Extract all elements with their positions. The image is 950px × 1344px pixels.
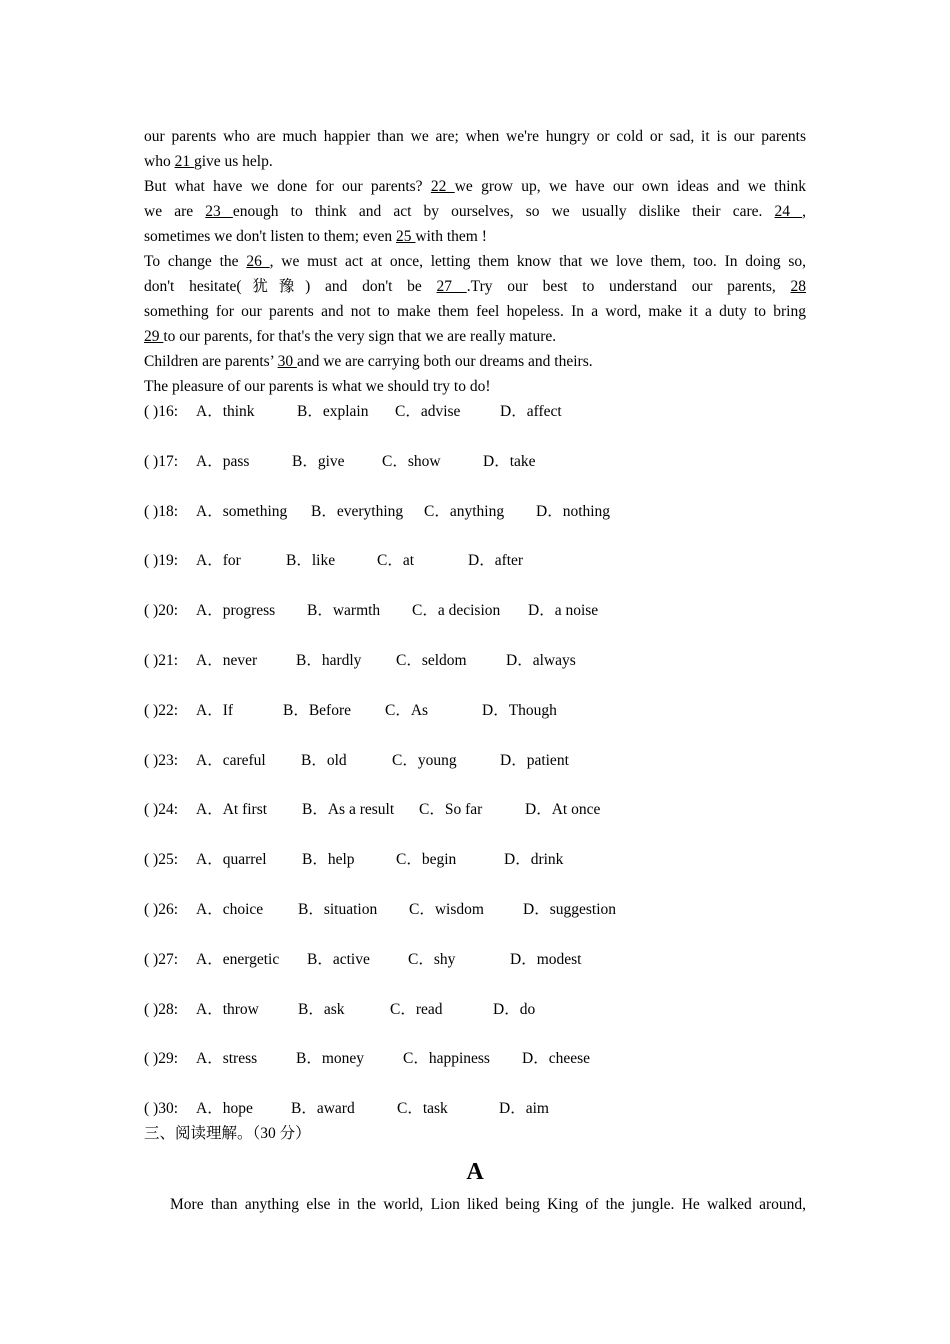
passage-line: 29 to our parents, for that's the very sign that we are really mature. (144, 328, 557, 345)
passage-heading: A (466, 1159, 484, 1186)
option-d[interactable]: D．always (506, 651, 576, 669)
blank-26[interactable]: 26 (246, 253, 270, 270)
row-spacer (144, 723, 806, 748)
option-b[interactable]: B．active (307, 950, 370, 968)
option-c[interactable]: C．advise (395, 403, 461, 420)
row-spacer (144, 673, 806, 698)
question-row (144, 499, 806, 524)
option-d[interactable]: D．At once (525, 801, 601, 819)
option-d[interactable]: D．nothing (536, 502, 611, 520)
option-d[interactable]: D．aim (499, 1100, 549, 1118)
question-row (144, 548, 806, 573)
row-spacer (144, 773, 806, 798)
question-number: ( )23: (144, 751, 179, 769)
option-c[interactable]: C．seldom (396, 651, 467, 669)
question-number: ( )18: (144, 502, 179, 520)
option-c[interactable]: C．read (390, 1000, 443, 1018)
question-number: ( )27: (144, 950, 179, 968)
question-row (144, 1096, 806, 1121)
passage-line: But what have we done for our parents? 22 we grow up, we have our own ideas and we think (144, 178, 806, 195)
section-title: 三、阅读理解。（30 分） (144, 1125, 311, 1143)
option-b[interactable]: B．explain (297, 403, 369, 420)
option-d[interactable]: D．do (493, 1000, 536, 1018)
passage-line: don't hesitate(犹豫) and don't be 27 .Try our best to understand our parents, 28 (144, 278, 807, 295)
row-spacer (144, 922, 806, 947)
row-spacer (144, 1022, 806, 1047)
option-a[interactable]: A．At first (196, 801, 268, 819)
passage-line: To change the 26 , we must act at once, letting them know that we love them, too. In doing so, (144, 253, 807, 270)
option-c[interactable]: C．show (382, 452, 441, 470)
option-a[interactable]: A．throw (196, 1000, 259, 1018)
row-spacer (144, 524, 806, 549)
question-number: ( )30: (144, 1100, 179, 1118)
option-c[interactable]: C．happiness (403, 1050, 490, 1068)
question-number: ( )29: (144, 1050, 179, 1068)
question-number: ( )28: (144, 1000, 179, 1018)
option-a[interactable]: A．careful (196, 751, 266, 769)
blank-22[interactable]: 22 (430, 178, 455, 195)
question-row (144, 1046, 806, 1071)
passage-line: something for our parents and not to make them feel hopeless. In a word, make it a duty to bring (144, 303, 806, 320)
option-c[interactable]: C．at (377, 552, 415, 570)
row-spacer (144, 573, 806, 598)
question-number: ( )21: (144, 651, 179, 669)
question-number: ( )17: (144, 452, 179, 470)
blank-30[interactable]: 30 (277, 353, 297, 370)
option-a[interactable]: A．for (196, 552, 241, 570)
question-row (144, 399, 806, 424)
question-row (144, 847, 806, 872)
option-b[interactable]: B．As a result (302, 801, 395, 819)
question-row (144, 897, 806, 922)
row-spacer (144, 822, 806, 847)
question-row (144, 748, 806, 773)
option-d[interactable]: D．take (483, 452, 536, 470)
option-b[interactable]: B．give (292, 452, 345, 470)
option-b[interactable]: B．everything (311, 502, 404, 520)
option-c[interactable]: C．task (397, 1100, 448, 1118)
option-c[interactable]: C．young (392, 751, 457, 769)
question-number: ( )20: (144, 602, 179, 620)
question-number: ( )24: (144, 801, 179, 819)
passage-line: sometimes we don't listen to them; even 25 with them ! (144, 228, 487, 245)
row-spacer (144, 424, 806, 449)
option-a[interactable]: A．energetic (196, 950, 280, 968)
row-spacer (144, 872, 806, 897)
option-d[interactable]: D．affect (500, 403, 562, 420)
option-b[interactable]: B．money (296, 1050, 365, 1068)
row-spacer (144, 1071, 806, 1096)
option-b[interactable]: B．like (286, 552, 336, 570)
question-number: ( )19: (144, 552, 179, 570)
passage-line: The pleasure of our parents is what we should try to do! (144, 378, 491, 395)
passage-line: we are 23 enough to think and act by ourselves, so we usually dislike their care. 24 , (144, 203, 807, 220)
question-row (144, 797, 806, 822)
option-d[interactable]: D．Though (482, 701, 557, 719)
option-c[interactable]: C．shy (408, 950, 456, 968)
option-a[interactable]: A．progress (196, 602, 276, 620)
option-c[interactable]: C．As (385, 701, 429, 719)
option-d[interactable]: D．suggestion (523, 900, 617, 918)
option-a[interactable]: A．something (196, 502, 288, 520)
option-a[interactable]: A．hope (196, 1100, 253, 1118)
question-row (144, 698, 806, 723)
question-number: ( )26: (144, 900, 179, 918)
story-line: More than anything else in the world, Lion liked being King of the jungle. He walked around, (170, 1196, 806, 1214)
row-spacer (144, 623, 806, 648)
option-b[interactable]: B．Before (283, 701, 352, 719)
blank-27[interactable]: 27 (436, 278, 467, 295)
document-page (144, 124, 806, 1217)
option-a[interactable]: A．pass (196, 452, 250, 470)
option-c[interactable]: C．a decision (412, 602, 501, 620)
option-c[interactable]: C．wisdom (409, 900, 484, 918)
passage-line: Children are parents’ 30 and we are carrying both our dreams and theirs. (144, 353, 593, 370)
blank-23[interactable]: 23 (205, 203, 233, 220)
option-a[interactable]: A．think (196, 403, 255, 420)
option-c[interactable]: C．So far (419, 801, 483, 819)
option-a[interactable]: A．If (196, 701, 234, 719)
option-d[interactable]: D．drink (504, 851, 564, 869)
option-a[interactable]: A．stress (196, 1050, 258, 1068)
option-c[interactable]: C．anything (424, 502, 505, 520)
option-b[interactable]: B．warmth (307, 602, 381, 620)
option-d[interactable]: D．patient (500, 751, 569, 769)
option-d[interactable]: D．after (468, 552, 524, 570)
option-b[interactable]: B．award (291, 1100, 355, 1118)
question-number: ( )16: (144, 403, 179, 420)
question-list (144, 399, 806, 1121)
blank-28[interactable]: 28 (790, 278, 807, 295)
question-row (144, 598, 806, 623)
option-d[interactable]: D．cheese (522, 1050, 590, 1068)
option-b[interactable]: B．situation (298, 900, 378, 918)
option-a[interactable]: A．never (196, 651, 258, 669)
passage-line: who 21 give us help. (144, 153, 273, 170)
option-b[interactable]: B．hardly (296, 651, 362, 669)
passage-line: our parents who are much happier than we are; when we're hungry or cold or sad, it is our parents (144, 128, 806, 145)
question-row (144, 648, 806, 673)
row-spacer (144, 972, 806, 997)
row-spacer (144, 474, 806, 499)
question-number: ( )22: (144, 701, 179, 719)
question-number: ( )25: (144, 851, 179, 869)
option-c[interactable]: C．begin (396, 851, 457, 869)
option-b[interactable]: B．help (302, 851, 355, 869)
option-d[interactable]: D．a noise (528, 602, 599, 620)
question-row (144, 449, 806, 474)
blank-29[interactable]: 29 (144, 328, 164, 345)
blank-21[interactable]: 21 (174, 153, 194, 170)
option-b[interactable]: B．ask (298, 1000, 345, 1018)
option-d[interactable]: D．modest (510, 950, 582, 968)
question-row (144, 997, 806, 1022)
blank-24[interactable]: 24 (774, 203, 803, 220)
option-b[interactable]: B．old (301, 751, 347, 769)
option-a[interactable]: A．choice (196, 900, 264, 918)
option-a[interactable]: A．quarrel (196, 851, 267, 869)
question-row (144, 947, 806, 972)
blank-25[interactable]: 25 (396, 228, 416, 245)
